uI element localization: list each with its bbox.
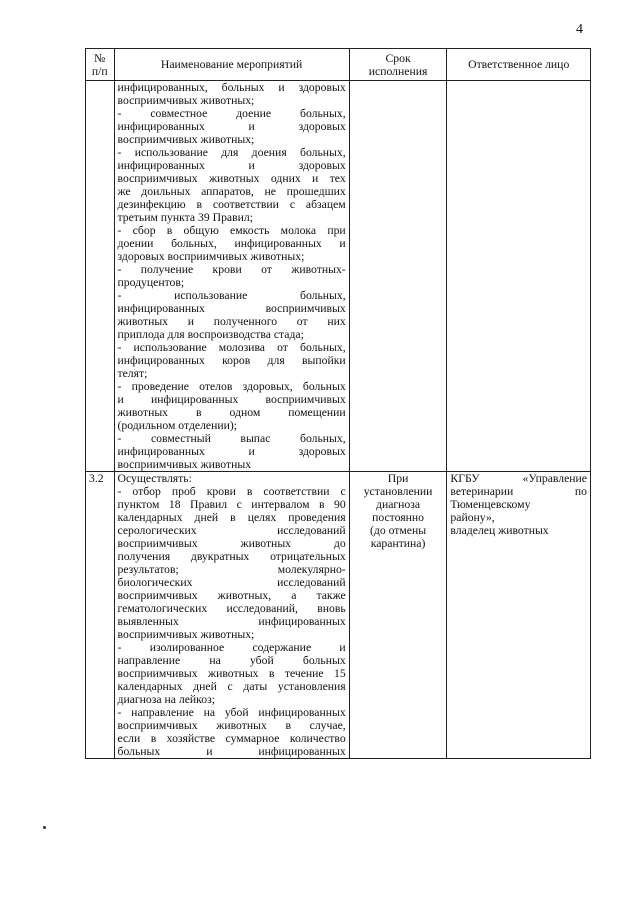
row-responsible-cell xyxy=(447,472,591,759)
header-term-line: Срок xyxy=(385,51,411,65)
text-line: (родильном отделении); xyxy=(117,419,237,432)
text-line: владелец животных xyxy=(450,524,549,537)
table-row xyxy=(86,472,591,759)
text-line: - использование для доения больных, xyxy=(117,146,346,159)
row-term-cell xyxy=(349,472,447,759)
text-line: карантина) xyxy=(370,537,426,550)
page-number: 4 xyxy=(576,22,583,37)
row-num-cell xyxy=(86,81,115,472)
text-line: - изолированное содержание и xyxy=(117,641,346,654)
text-line: установлении xyxy=(363,485,433,498)
text-line: инфицированных и здоровых xyxy=(117,159,346,172)
text-line: - совместное доение больных, xyxy=(117,107,346,120)
table-header-row xyxy=(86,49,591,81)
header-term-line: исполнения xyxy=(368,64,428,78)
header-num xyxy=(86,49,115,81)
text-line: - использование молозива от больных, xyxy=(117,341,346,354)
text-line: получения двукратных отрицательных xyxy=(117,550,346,563)
text-line: третьим пункта 39 Правил; xyxy=(117,211,253,224)
text-line: если в хозяйстве суммарное количество xyxy=(117,732,346,745)
text-line: КГБУ «Управление xyxy=(450,472,587,485)
header-num-line: п/п xyxy=(91,64,108,78)
text-line: восприимчивых животных до xyxy=(117,537,346,550)
text-line: календарных дней в целях проведения xyxy=(117,511,346,524)
row-num-cell: 3.2 xyxy=(86,472,115,759)
text-line: - получение крови от животных- xyxy=(117,263,346,276)
text-line: постоянно xyxy=(372,511,424,524)
text-line: продуцентов; xyxy=(117,276,185,289)
text-line: телят; xyxy=(117,367,148,380)
text-line: и инфицированных восприимчивых xyxy=(117,393,346,406)
text-line: календарных дней с даты установления xyxy=(117,680,346,693)
text-line: пунктом 18 Правил с интервалом в 90 xyxy=(117,498,346,511)
text-line: Тюменцевскому xyxy=(450,498,531,511)
text-line: восприимчивых животных в течение 15 xyxy=(117,667,346,680)
row-term-cell xyxy=(349,81,447,472)
scan-speck xyxy=(43,826,46,829)
text-line: инфицированных восприимчивых xyxy=(117,302,346,315)
text-line: восприимчивых животных в случае, xyxy=(117,719,346,732)
text-line: восприимчивых животных; xyxy=(117,628,255,641)
header-term xyxy=(349,49,447,81)
text-line: - сбор в общую емкость молока при xyxy=(117,224,346,237)
text-line: диагноза xyxy=(376,498,421,511)
header-name: Наименование мероприятий xyxy=(114,49,349,81)
measures-table xyxy=(85,48,591,759)
text-line: восприимчивых животных; xyxy=(117,133,255,146)
header-responsible: Ответственное лицо xyxy=(447,49,591,81)
text-line: - совместный выпас больных, xyxy=(117,432,346,445)
text-line: Осуществлять: xyxy=(117,472,192,485)
text-line: животных и полученного от них xyxy=(117,315,346,328)
text-line: ветеринарии по xyxy=(450,485,587,498)
text-line: больных и инфицированных xyxy=(117,745,346,758)
row-responsible-cell xyxy=(447,81,591,472)
text-line: - проведение отелов здоровых, больных xyxy=(117,380,346,393)
table-row xyxy=(86,81,591,472)
text-line: - отбор проб крови в соответствии с xyxy=(117,485,346,498)
text-line: восприимчивых животных одних и тех xyxy=(117,172,346,185)
text-line: же доильных аппаратов, не прошедших xyxy=(117,185,346,198)
text-line: - направление на убой инфицированных xyxy=(117,706,346,719)
text-line: (до отмены xyxy=(370,524,427,537)
text-line: восприимчивых животных, а также xyxy=(117,589,346,602)
header-num-line: № xyxy=(94,51,106,65)
text-line: инфицированных, больных и здоровых xyxy=(117,81,346,94)
text-line: дезинфекцию в соответствии с абзацем xyxy=(117,198,346,211)
text-line: животных в одном помещении xyxy=(117,406,346,419)
text-line: биологических исследований xyxy=(117,576,346,589)
text-line: району», xyxy=(450,511,495,524)
text-line: доении больных, инфицированных и xyxy=(117,237,346,250)
text-line: инфицированных и здоровых xyxy=(117,120,346,133)
text-line: здоровых восприимчивых животных; xyxy=(117,250,305,263)
text-line: инфицированных и здоровых xyxy=(117,445,346,458)
text-line: - использование больных, xyxy=(117,289,346,302)
text-line: приплода для воспроизводства стада; xyxy=(117,328,304,341)
text-line: направление на убой больных xyxy=(117,654,346,667)
row-measures-cell xyxy=(114,81,349,472)
text-line: инфицированных коров для выпойки xyxy=(117,354,346,367)
text-line: диагноза на лейкоз; xyxy=(117,693,215,706)
text-line: выявленных инфицированных xyxy=(117,615,346,628)
row-measures-cell xyxy=(114,472,349,759)
text-line: При xyxy=(387,472,409,485)
text-line: результатов; молекулярно- xyxy=(117,563,346,576)
text-line: серологических исследований xyxy=(117,524,346,537)
text-line: восприимчивых животных; xyxy=(117,94,255,107)
text-line: гематологических исследований, вновь xyxy=(117,602,346,615)
text-line: восприимчивых животных xyxy=(117,458,252,471)
